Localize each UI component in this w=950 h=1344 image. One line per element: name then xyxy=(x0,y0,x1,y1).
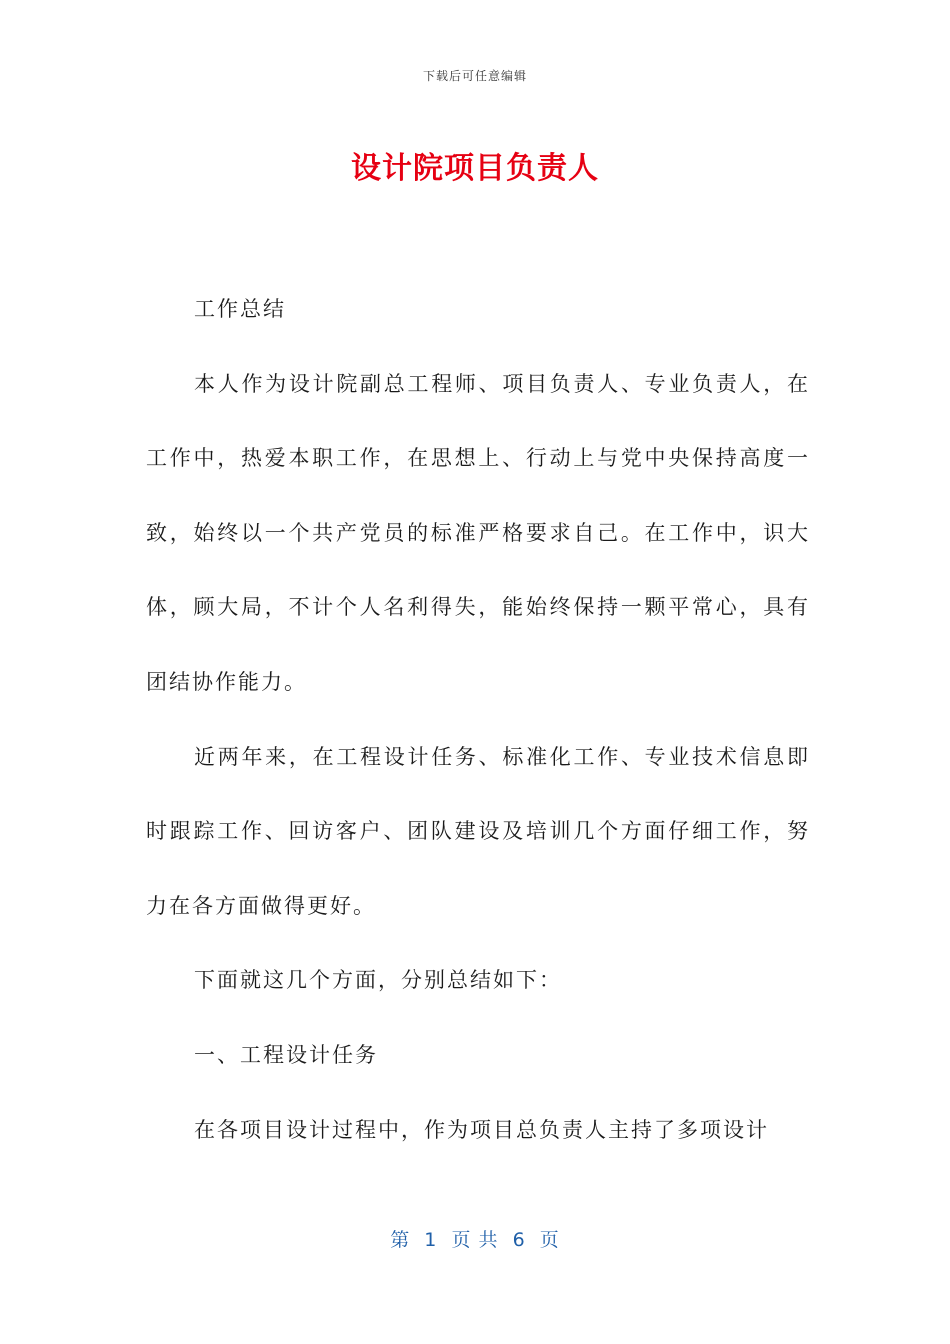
paragraph-transition: 下面就这几个方面，分别总结如下： xyxy=(194,968,562,993)
paragraph-section-heading: 工作总结 xyxy=(194,297,286,321)
document-title: 设计院项目负责人 xyxy=(351,151,599,186)
paragraph-subheading: 一、工程设计任务 xyxy=(194,1042,378,1067)
paragraph-overview: 近两年来，在工程设计任务、标准化工作、专业技术信息即时跟踪工作、回访客户、团队建设及培训几个方面仔细工作，努力在各方面做得更好。 xyxy=(146,744,810,918)
document-body xyxy=(146,272,810,1167)
paragraph-intro: 本人作为设计院副总工程师、项目负责人、专业负责人，在工作中，热爱本职工作，在思想上、行动上与党中央保持高度一致，始终以一个共产党员的标准严格要求自己。在工作中，识大体，顾大局，不计个人名利得失，能始终保持一颗平常心，具有团结协作能力。 xyxy=(146,371,810,694)
page-header: 下载后可任意编辑 xyxy=(422,69,527,83)
paragraph-design-tasks: 在各项目设计过程中，作为项目总负责人主持了多项设计 xyxy=(194,1117,769,1142)
page-footer: 第 1 页 共 6 页 xyxy=(390,1229,560,1251)
